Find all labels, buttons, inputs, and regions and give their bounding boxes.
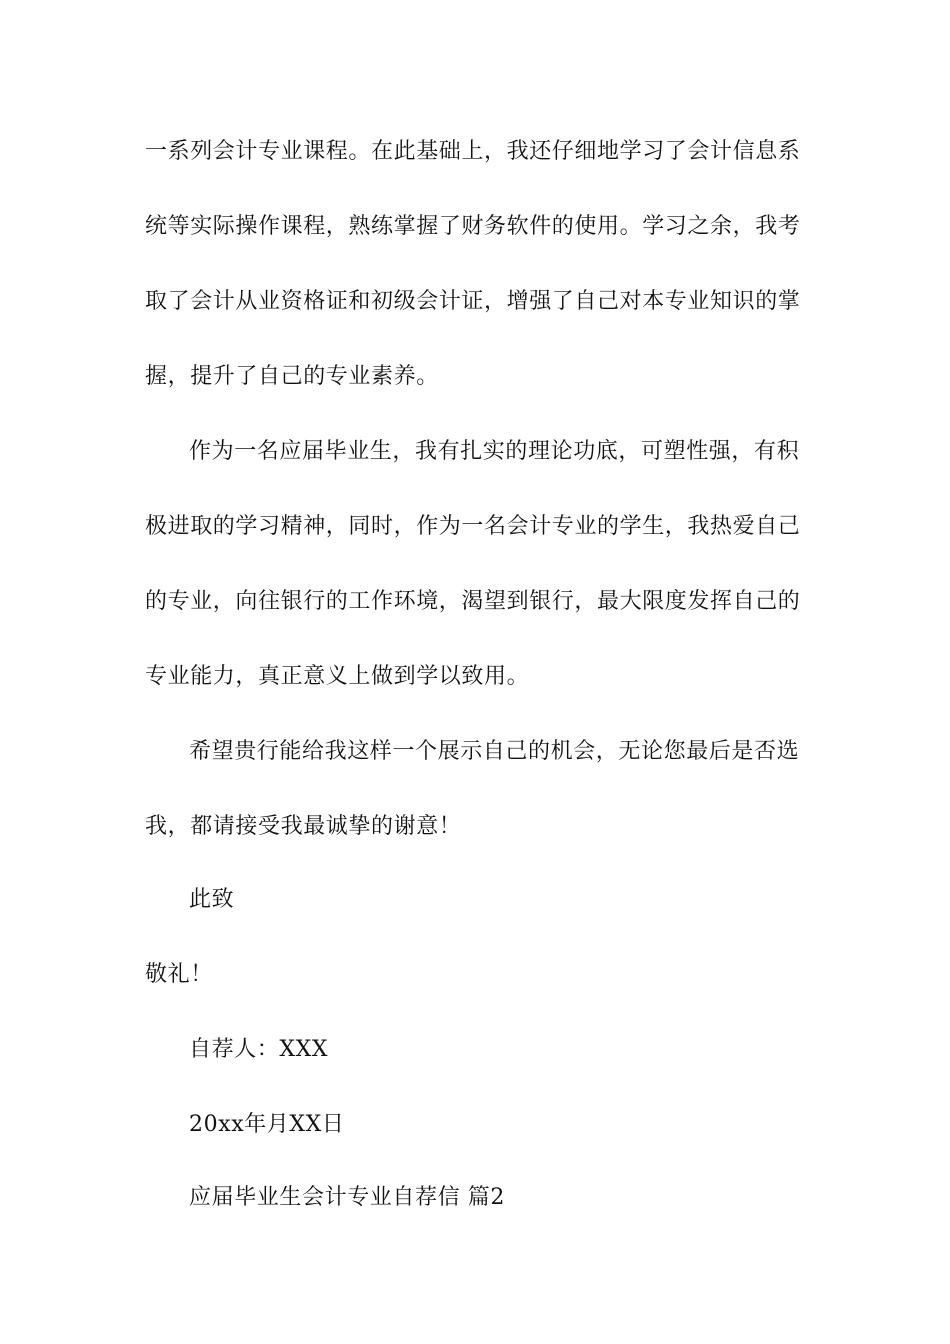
section-heading: 应届毕业生会计专业自荐信 篇2 — [189, 1185, 505, 1210]
paragraph-start-line: 作为一名应届毕业生，我有扎实的理论功底，可塑性强，有积 — [189, 439, 800, 464]
closing-regards: 敬礼！ — [145, 962, 213, 987]
signature-line: 自荐人：XXX — [189, 1037, 329, 1062]
body-line: 专业能力，真正意义上做到学以致用。 — [145, 664, 530, 689]
body-line: 统等实际操作课程，熟练掌握了财务软件的使用。学习之余，我考 — [145, 214, 801, 239]
body-line: 握，提升了自己的专业素养。 — [145, 364, 439, 389]
paragraph-start-line: 希望贵行能给我这样一个展示自己的机会，无论您最后是否选 — [189, 739, 800, 764]
closing-salutation: 此致 — [189, 887, 235, 912]
body-line: 取了会计从业资格证和初级会计证，增强了自己对本专业知识的掌 — [145, 289, 801, 314]
body-line: 我，都请接受我最诚挚的谢意！ — [145, 814, 462, 839]
body-line: 极进取的学习精神，同时，作为一名会计专业的学生，我热爱自己 — [145, 514, 801, 539]
body-line: 一系列会计专业课程。在此基础上，我还仔细地学习了会计信息系 — [145, 139, 801, 164]
date-line: 20xx年月XX日 — [189, 1112, 345, 1137]
body-line: 的专业，向往银行的工作环境，渴望到银行，最大限度发挥自己的 — [145, 589, 801, 614]
